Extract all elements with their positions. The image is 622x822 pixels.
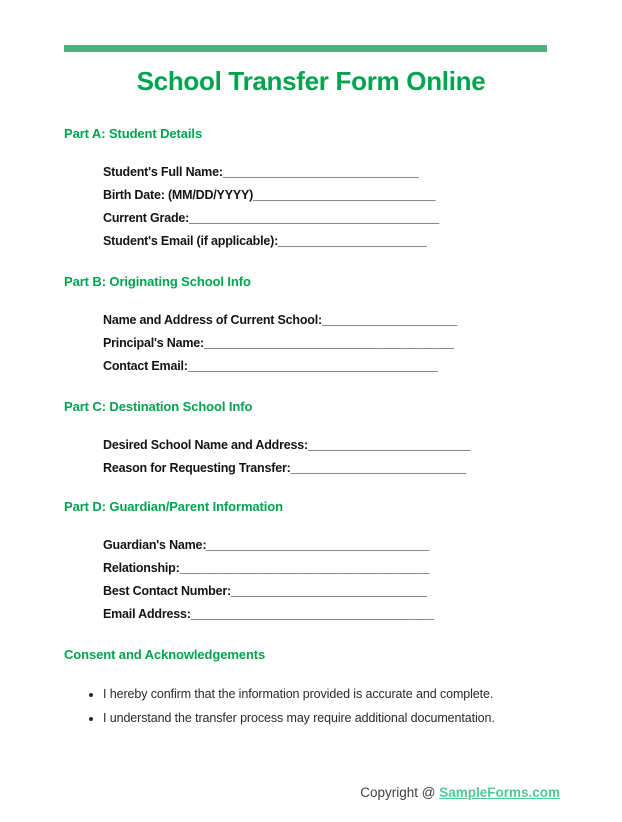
section-heading: Consent and Acknowledgements xyxy=(64,647,266,662)
field-label: Name and Address of Current School: xyxy=(103,313,322,327)
field-label: Contact Email: xyxy=(103,359,188,373)
field-list xyxy=(103,538,434,630)
field-principal-name xyxy=(103,336,457,359)
field-student-full-name xyxy=(103,165,439,188)
section-heading: Part A: Student Details xyxy=(64,126,203,141)
field-label: Reason for Requesting Transfer: xyxy=(103,461,291,475)
field-label: Relationship: xyxy=(103,561,180,575)
field-guardian-name xyxy=(103,538,434,561)
field-label: Desired School Name and Address: xyxy=(103,438,309,452)
section-originating-school xyxy=(64,274,457,382)
fill-in-blank: _____________________________________ xyxy=(187,359,438,373)
field-desired-school-name-address xyxy=(103,438,470,461)
fill-in-blank: _____________________________ xyxy=(230,584,427,598)
consent-list xyxy=(64,687,495,725)
field-current-school-name-address xyxy=(103,313,457,336)
field-relationship xyxy=(103,561,434,584)
field-list xyxy=(103,438,470,484)
field-label: Student's Full Name: xyxy=(103,165,223,179)
section-student-details xyxy=(64,126,439,257)
section-guardian-info xyxy=(64,499,434,630)
field-label: Student's Email (if applicable): xyxy=(103,234,279,248)
field-label: Principal's Name: xyxy=(103,336,205,350)
field-label: Birth Date: (MM/DD/YYYY) xyxy=(103,188,254,202)
field-list xyxy=(103,165,439,257)
consent-item: • I hereby confirm that the information provided is accurate and complete. xyxy=(103,687,495,701)
fill-in-blank: ____________________ xyxy=(321,313,458,327)
fill-in-blank: _____________________________ xyxy=(222,165,419,179)
fill-in-blank: _____________________________________ xyxy=(179,561,430,575)
fill-in-blank: _________________________________ xyxy=(206,538,430,552)
field-birth-date xyxy=(103,188,439,211)
field-best-contact-number xyxy=(103,584,434,607)
fill-in-blank: ___________________________ xyxy=(253,188,436,202)
copyright-line xyxy=(360,785,560,800)
field-email-address xyxy=(103,607,434,630)
fill-in-blank: ______________________ xyxy=(278,234,427,248)
top-accent-bar xyxy=(64,45,547,52)
field-list xyxy=(103,313,457,382)
field-current-grade xyxy=(103,211,439,234)
section-heading: Part D: Guardian/Parent Information xyxy=(64,499,283,514)
field-student-email xyxy=(103,234,439,257)
section-heading: Part C: Destination School Info xyxy=(64,399,253,414)
fill-in-blank: ____________________________________ xyxy=(190,607,434,621)
section-destination-school xyxy=(64,399,470,484)
fill-in-blank: _____________________________________ xyxy=(189,211,439,225)
section-consent xyxy=(64,647,495,735)
fill-in-blank: __________________________ xyxy=(290,461,467,475)
consent-item: • I understand the transfer process may require additional documentation. xyxy=(103,711,495,725)
brand-link[interactable]: SampleForms.com xyxy=(439,785,560,800)
field-contact-email xyxy=(103,359,457,382)
field-label: Best Contact Number: xyxy=(103,584,231,598)
copyright-prefix: Copyright @ xyxy=(360,785,440,800)
field-label: Guardian's Name: xyxy=(103,538,207,552)
page-title: School Transfer Form Online xyxy=(136,66,486,96)
field-label: Current Grade: xyxy=(103,211,190,225)
field-label: Email Address: xyxy=(103,607,191,621)
fill-in-blank: _____________________________________ xyxy=(204,336,454,350)
fill-in-blank: ________________________ xyxy=(308,438,471,452)
field-transfer-reason xyxy=(103,461,470,484)
section-heading: Part B: Originating School Info xyxy=(64,274,251,289)
